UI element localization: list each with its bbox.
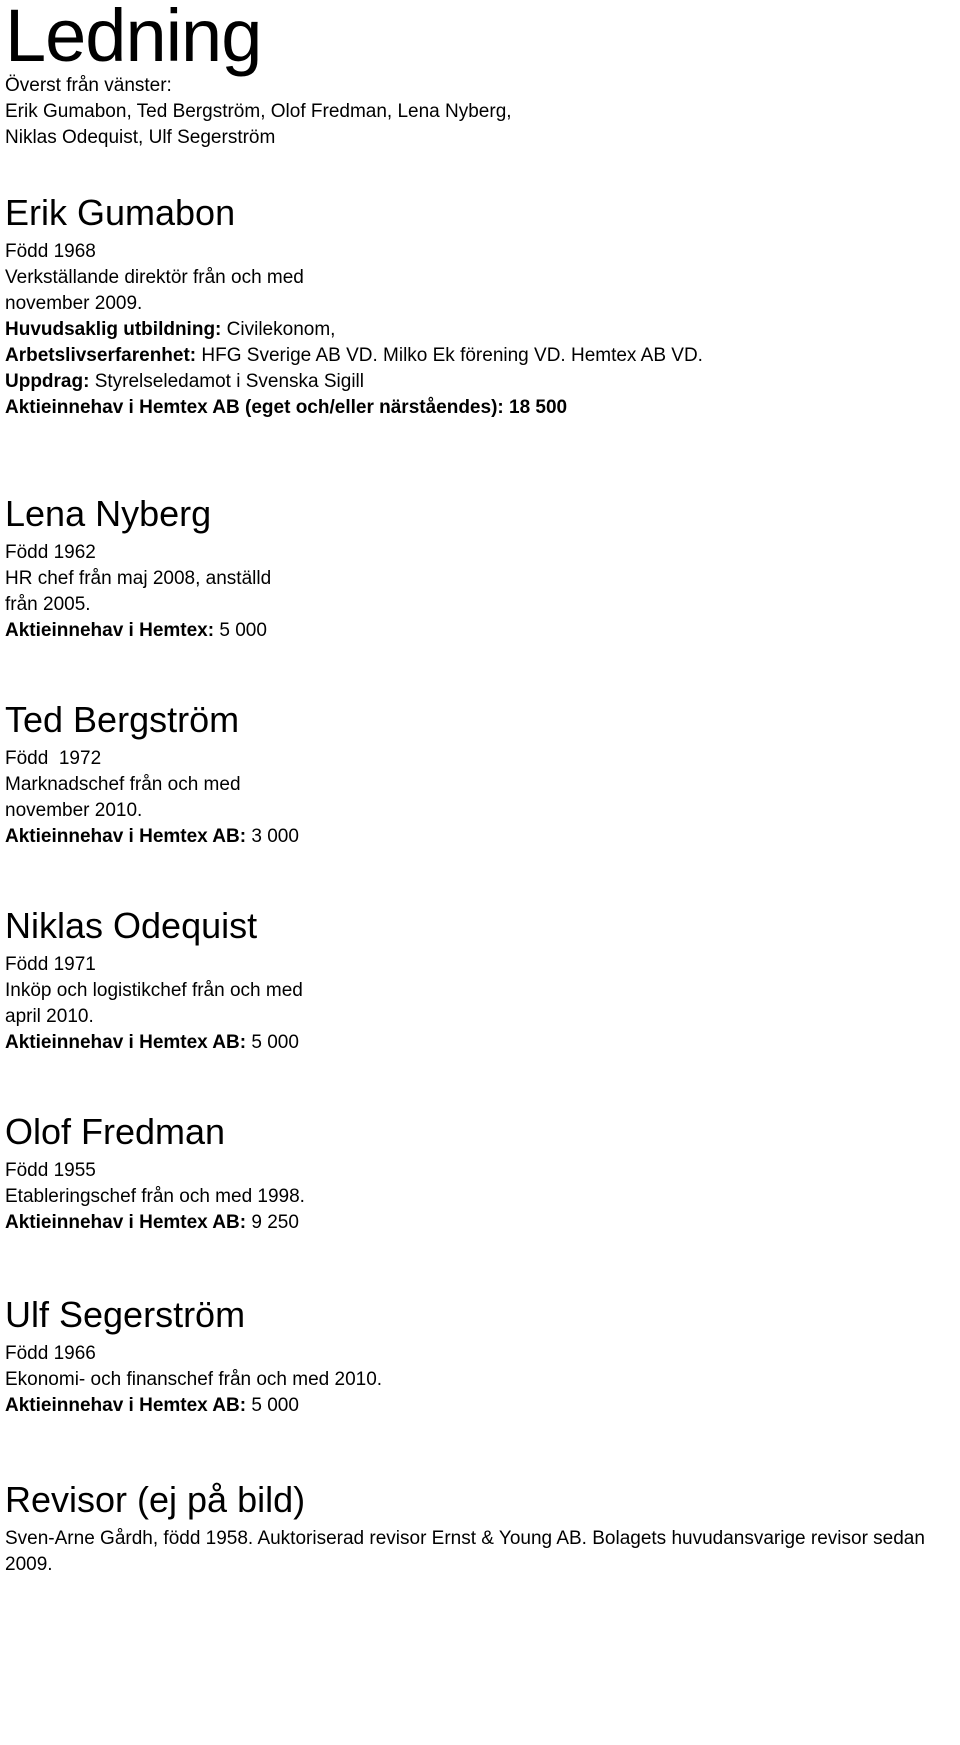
shares-value: 3 000: [246, 826, 299, 847]
person-role: Ekonomi- och finanschef från och med 2010.: [5, 1369, 383, 1390]
person-name: Ted Bergström: [5, 699, 240, 740]
person-role: från 2005.: [5, 594, 91, 615]
person-assignments: [5, 369, 955, 395]
page-title: Ledning: [5, 0, 262, 77]
person-ted-bergstrom: [5, 698, 955, 850]
person-role: Inköp och logistikchef från och med: [5, 980, 303, 1001]
person-experience: [5, 343, 955, 369]
shares-label: Aktieinnehav i Hemtex AB:: [5, 1395, 247, 1416]
person-role: HR chef från maj 2008, anställd: [5, 568, 272, 589]
shares-value: 5 000: [246, 1395, 299, 1416]
caption-names-line: Erik Gumabon, Ted Bergström, Olof Fredman, Lena Nyberg,: [5, 101, 512, 122]
shares-value: 5 000: [246, 1032, 299, 1053]
person-lena-nyberg: [5, 492, 955, 644]
person-role: Etableringschef från och med 1998.: [5, 1186, 305, 1207]
shares-label: Aktieinnehav i Hemtex:: [5, 620, 215, 641]
person-shares: [5, 618, 955, 644]
person-name: Olof Fredman: [5, 1111, 226, 1152]
assignments-value: Styrelseledamot i Svenska Sigill: [89, 371, 365, 392]
auditor-heading: Revisor (ej på bild): [5, 1479, 306, 1520]
auditor-text: Sven-Arne Gårdh, född 1958. Auktoriserad revisor Ernst & Young AB. Bolagets huvudansvarige revisor sedan 2009.: [5, 1528, 925, 1575]
person-role: Verkställande direktör från och med: [5, 267, 304, 288]
person-education: [5, 317, 955, 343]
person-shares: [5, 824, 955, 850]
person-name: Lena Nyberg: [5, 493, 212, 534]
person-shares: [5, 1210, 955, 1236]
person-shares: [5, 1030, 955, 1056]
person-ulf-segerstrom: [5, 1293, 955, 1419]
person-name: Erik Gumabon: [5, 192, 236, 233]
shares-value: 18 500: [503, 397, 568, 418]
person-born: Född 1968: [5, 241, 96, 262]
person-born: Född 1971: [5, 954, 96, 975]
shares-label: Aktieinnehav i Hemtex AB (eget och/eller närståendes):: [5, 397, 504, 418]
person-olof-fredman: [5, 1110, 955, 1236]
person-niklas-odequist: [5, 904, 955, 1056]
assignments-label: Uppdrag:: [5, 371, 90, 392]
person-shares: [5, 1393, 955, 1419]
shares-value: 9 250: [246, 1212, 299, 1233]
person-role: november 2010.: [5, 800, 143, 821]
education-label: Huvudsaklig utbildning:: [5, 319, 222, 340]
shares-label: Aktieinnehav i Hemtex AB:: [5, 1032, 247, 1053]
person-name: Ulf Segerström: [5, 1294, 246, 1335]
caption-label: Överst från vänster:: [5, 75, 172, 96]
shares-label: Aktieinnehav i Hemtex AB:: [5, 1212, 247, 1233]
education-value: Civilekonom,: [221, 319, 336, 340]
shares-label: Aktieinnehav i Hemtex AB:: [5, 826, 247, 847]
person-shares: [5, 395, 955, 421]
person-born: Född 1962: [5, 542, 96, 563]
person-name: Niklas Odequist: [5, 905, 258, 946]
auditor-section: [5, 1478, 955, 1578]
person-born: Född 1972: [5, 748, 102, 769]
person-born: Född 1966: [5, 1343, 96, 1364]
person-role: november 2009.: [5, 293, 143, 314]
experience-value: HFG Sverige AB VD. Milko Ek förening VD. Hemtex AB VD.: [196, 345, 703, 366]
person-erik-gumabon: [5, 191, 955, 421]
person-role: Marknadschef från och med: [5, 774, 241, 795]
person-role: april 2010.: [5, 1006, 94, 1027]
photo-caption: [5, 73, 512, 151]
person-born: Född 1955: [5, 1160, 96, 1181]
caption-names-line: Niklas Odequist, Ulf Segerström: [5, 127, 276, 148]
experience-label: Arbetslivserfarenhet:: [5, 345, 197, 366]
shares-value: 5 000: [214, 620, 267, 641]
